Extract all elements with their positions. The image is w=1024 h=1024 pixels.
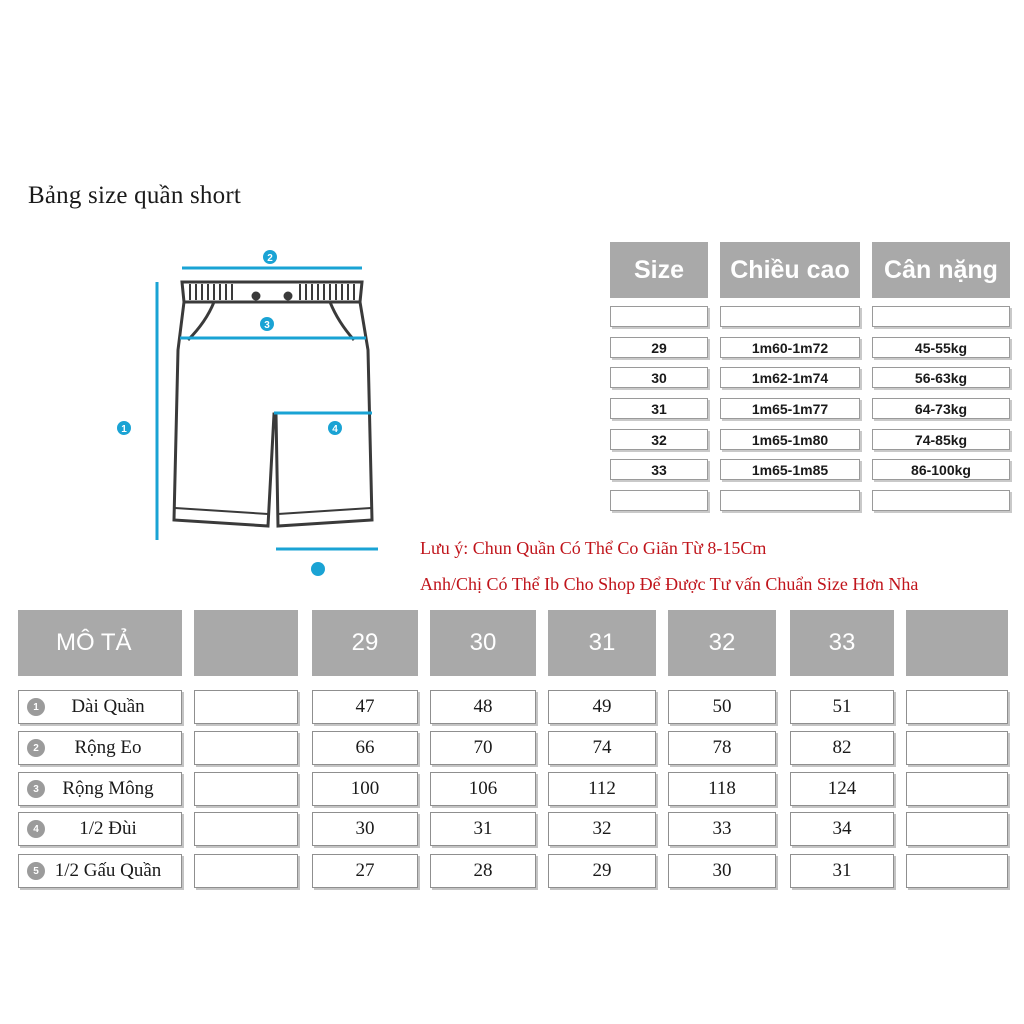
size-32-header: 32 <box>668 610 776 676</box>
weight-cell: 74-85kg <box>872 429 1010 450</box>
marker-3: 3 <box>264 320 270 331</box>
row-number-icon: 2 <box>27 739 45 757</box>
value-cell: 66 <box>312 731 418 765</box>
blank-cell <box>194 854 298 888</box>
value-cell: 28 <box>430 854 536 888</box>
row-label: 1 Dài Quần <box>18 690 182 724</box>
size-header: Size <box>610 242 708 298</box>
size-33-header: 33 <box>790 610 894 676</box>
blank-cell <box>194 731 298 765</box>
blank-cell <box>194 812 298 846</box>
page-title: Bảng size quần short <box>28 182 241 209</box>
value-cell: 124 <box>790 772 894 806</box>
shorts-diagram <box>100 240 400 580</box>
value-cell: 29 <box>548 854 656 888</box>
blank-cell <box>906 690 1008 724</box>
row-label: 4 1/2 Đùi <box>18 812 182 846</box>
size-empty-cell <box>610 490 708 511</box>
blank-cell <box>906 731 1008 765</box>
measurement-lines <box>157 268 378 549</box>
row-number-icon: 3 <box>27 780 45 798</box>
value-cell: 112 <box>548 772 656 806</box>
size-cell: 30 <box>610 367 708 388</box>
value-cell: 70 <box>430 731 536 765</box>
weight-header: Cân nặng <box>872 242 1010 298</box>
size-cell: 31 <box>610 398 708 419</box>
row-number-icon: 5 <box>27 862 45 880</box>
weight-cell: 64-73kg <box>872 398 1010 419</box>
height-cell: 1m65-1m80 <box>720 429 860 450</box>
size-empty-cell <box>610 306 708 327</box>
value-cell: 49 <box>548 690 656 724</box>
marker-2: 2 <box>267 253 273 264</box>
height-cell: 1m62-1m74 <box>720 367 860 388</box>
value-cell: 50 <box>668 690 776 724</box>
row-label: 3 Rộng Mông <box>18 772 182 806</box>
weight-cell: 45-55kg <box>872 337 1010 358</box>
blank-header <box>194 610 298 676</box>
value-cell: 30 <box>668 854 776 888</box>
weight-cell: 56-63kg <box>872 367 1010 388</box>
value-cell: 118 <box>668 772 776 806</box>
blank-cell <box>194 690 298 724</box>
marker-1: 1 <box>121 424 127 435</box>
marker-4: 4 <box>332 424 338 435</box>
value-cell: 34 <box>790 812 894 846</box>
weight-empty-cell <box>872 306 1010 327</box>
size-cell: 32 <box>610 429 708 450</box>
row-label: 2 Rộng Eo <box>18 731 182 765</box>
shorts-outline-icon <box>174 282 372 526</box>
blank-cell <box>194 772 298 806</box>
value-cell: 32 <box>548 812 656 846</box>
height-header: Chiều cao <box>720 242 860 298</box>
size-30-header: 30 <box>430 610 536 676</box>
value-cell: 47 <box>312 690 418 724</box>
value-cell: 33 <box>668 812 776 846</box>
note-contact: Anh/Chị Có Thể Ib Cho Shop Để Được Tư vấn Chuẩn Size Hơn Nha <box>420 574 919 594</box>
height-cell: 1m65-1m85 <box>720 459 860 480</box>
value-cell: 27 <box>312 854 418 888</box>
value-cell: 31 <box>790 854 894 888</box>
blank-cell <box>906 772 1008 806</box>
blank-header <box>906 610 1008 676</box>
blank-cell <box>906 854 1008 888</box>
row-number-icon: 4 <box>27 820 45 838</box>
value-cell: 51 <box>790 690 894 724</box>
height-empty-cell <box>720 306 860 327</box>
weight-empty-cell <box>872 490 1010 511</box>
value-cell: 31 <box>430 812 536 846</box>
value-cell: 100 <box>312 772 418 806</box>
size-cell: 33 <box>610 459 708 480</box>
value-cell: 48 <box>430 690 536 724</box>
value-cell: 106 <box>430 772 536 806</box>
height-cell: 1m65-1m77 <box>720 398 860 419</box>
size-29-header: 29 <box>312 610 418 676</box>
size-31-header: 31 <box>548 610 656 676</box>
description-header: MÔ TẢ <box>18 610 182 676</box>
marker-5-dot <box>311 562 325 576</box>
value-cell: 82 <box>790 731 894 765</box>
height-cell: 1m60-1m72 <box>720 337 860 358</box>
row-label: 5 1/2 Gấu Quần <box>18 854 182 888</box>
value-cell: 30 <box>312 812 418 846</box>
weight-cell: 86-100kg <box>872 459 1010 480</box>
height-empty-cell <box>720 490 860 511</box>
value-cell: 78 <box>668 731 776 765</box>
size-cell: 29 <box>610 337 708 358</box>
blank-cell <box>906 812 1008 846</box>
value-cell: 74 <box>548 731 656 765</box>
note-elastic: Lưu ý: Chun Quần Có Thể Co Giãn Từ 8-15Cm <box>420 538 767 558</box>
row-number-icon: 1 <box>27 698 45 716</box>
